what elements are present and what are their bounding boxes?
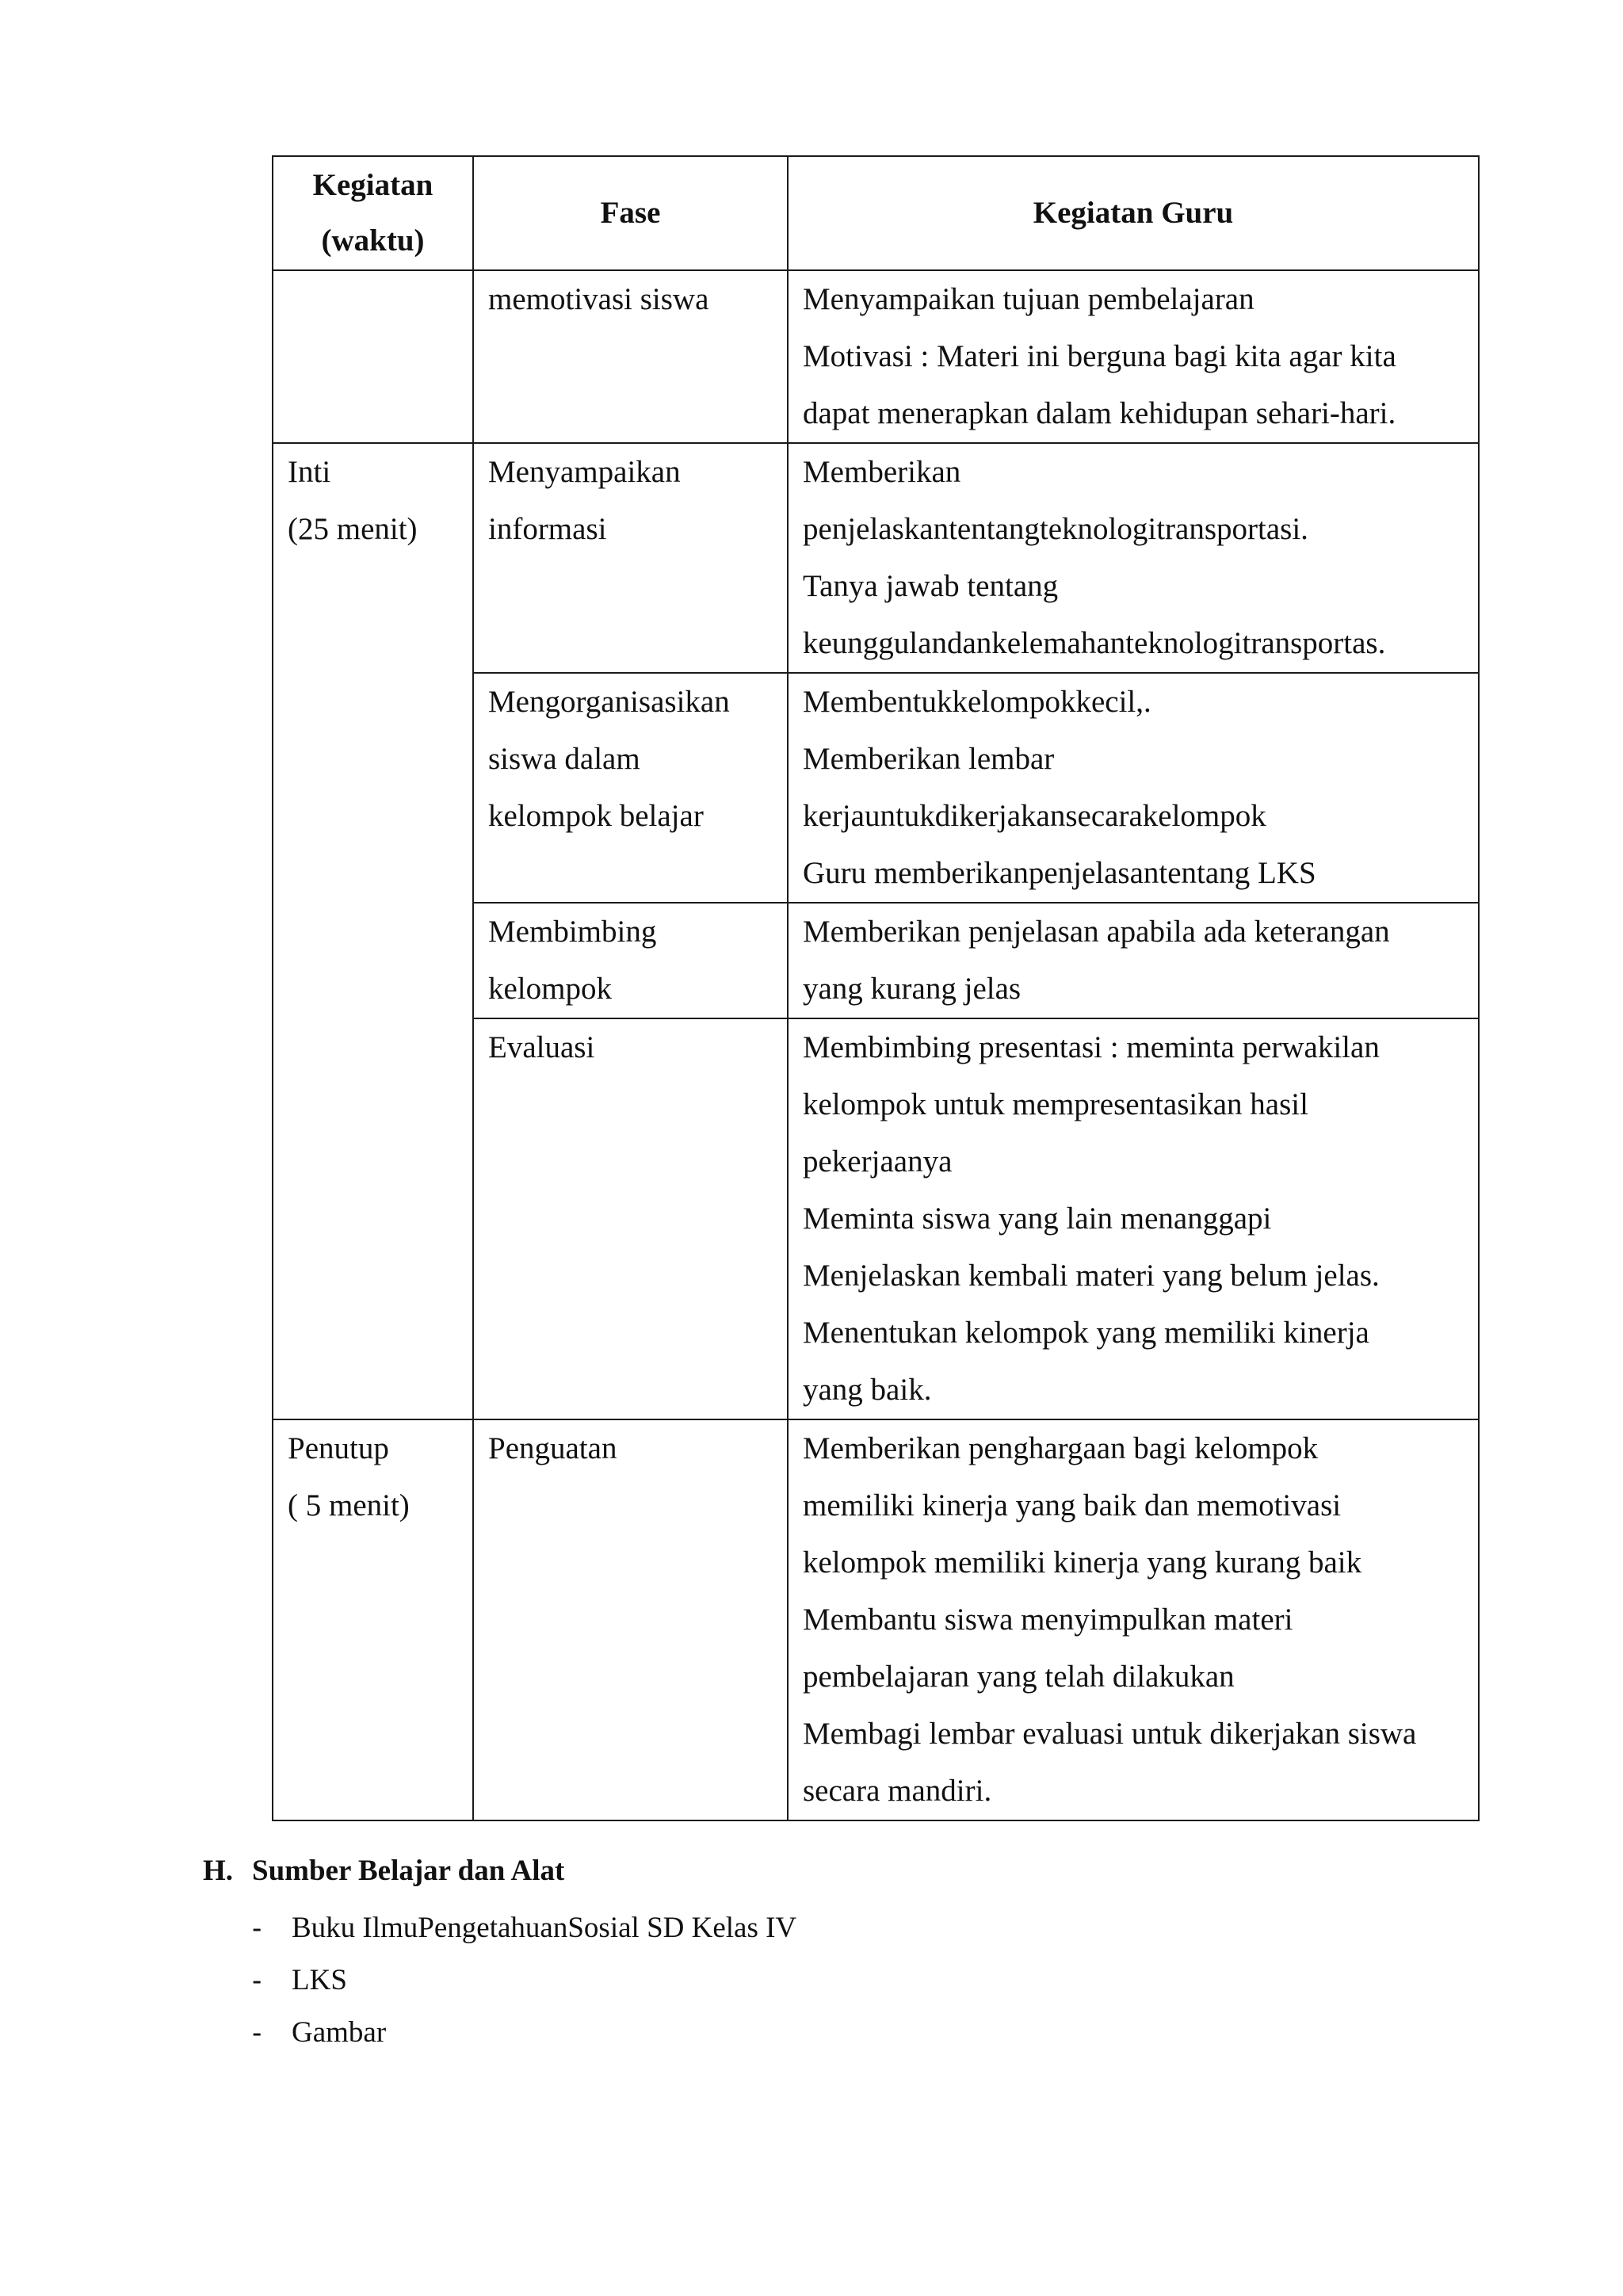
- cell-line: Memberikan lembar: [803, 742, 1055, 776]
- cell-line: yang kurang jelas: [803, 972, 1022, 1006]
- cell-fase: [473, 903, 788, 1018]
- cell-fase: [473, 673, 788, 903]
- resource-text: Gambar: [292, 2016, 387, 2049]
- cell-line: Menyampaikan tujuan pembelajaran: [803, 282, 1254, 316]
- cell-kegiatan-guru: [788, 270, 1479, 443]
- header-kegiatan-label: Kegiatan: [312, 168, 433, 202]
- cell-line: kelompok untuk mempresentasikan hasil: [803, 1087, 1308, 1121]
- table-header-row: [273, 156, 1479, 270]
- cell-line: secara mandiri.: [803, 1774, 992, 1808]
- cell-kegiatan: [273, 270, 473, 443]
- cell-fase: [473, 1018, 788, 1419]
- cell-kegiatan-guru: [788, 443, 1479, 673]
- dash-bullet: -: [252, 1912, 262, 1944]
- cell-kegiatan: [273, 1419, 473, 1820]
- list-item: [252, 2007, 796, 2059]
- cell-fase: [473, 1419, 788, 1820]
- cell-line: Guru memberikanpenjelasantentang LKS: [803, 856, 1316, 890]
- dash-bullet: -: [252, 2016, 262, 2049]
- list-item: [252, 1902, 796, 1954]
- cell-line: Membimbing presentasi : meminta perwakilan: [803, 1030, 1380, 1064]
- cell-line: kelompok belajar: [488, 799, 704, 833]
- cell-line: Membantu siswa menyimpulkan materi: [803, 1603, 1293, 1637]
- cell-line: Memberikan penghargaan bagi kelompok: [803, 1431, 1319, 1465]
- table-row: [273, 1018, 1479, 1419]
- cell-kegiatan-guru: [788, 673, 1479, 903]
- cell-kegiatan-guru: [788, 1419, 1479, 1820]
- table-row: [273, 1419, 1479, 1820]
- cell-kegiatan: [273, 903, 473, 1018]
- header-fase: Fase: [473, 156, 788, 270]
- cell-line: pekerjaanya: [803, 1144, 953, 1179]
- resource-text: LKS: [292, 1964, 347, 1996]
- cell-line: pembelajaran yang telah dilakukan: [803, 1660, 1235, 1694]
- cell-line: Evaluasi: [488, 1030, 595, 1064]
- resource-text: Buku IlmuPengetahuanSosial SD Kelas IV: [292, 1912, 797, 1944]
- cell-line: yang baik.: [803, 1373, 932, 1407]
- cell-line: ( 5 menit): [288, 1488, 410, 1522]
- cell-line: Menentukan kelompok yang memiliki kinerja: [803, 1316, 1369, 1350]
- table-row: [273, 443, 1479, 673]
- cell-line: Meminta siswa yang lain menanggapi: [803, 1201, 1272, 1236]
- cell-line: kelompok memiliki kinerja yang kurang baik: [803, 1545, 1362, 1580]
- cell-line: (25 menit): [288, 512, 418, 546]
- cell-line: Menyampaikan: [488, 455, 681, 489]
- cell-line: Mengorganisasikan: [488, 685, 730, 719]
- cell-line: Membimbing: [488, 915, 657, 949]
- cell-line: kelompok: [488, 972, 612, 1006]
- table-row: [273, 673, 1479, 903]
- header-kegiatan-guru: Kegiatan Guru: [788, 156, 1479, 270]
- cell-line: Membentukkelompokkecil,.: [803, 685, 1151, 719]
- cell-kegiatan: [273, 673, 473, 903]
- cell-line: kerjauntukdikerjakansecarakelompok: [803, 799, 1266, 833]
- cell-line: siswa dalam: [488, 742, 640, 776]
- cell-line: informasi: [488, 512, 607, 546]
- cell-line: Motivasi : Materi ini berguna bagi kita agar kita: [803, 339, 1396, 373]
- cell-fase: [473, 270, 788, 443]
- list-item: [252, 1954, 796, 2007]
- learning-resources-list: [252, 1902, 796, 2059]
- header-kegiatan-waktu: [273, 156, 473, 270]
- cell-kegiatan: [273, 443, 473, 673]
- cell-line: Membagi lembar evaluasi untuk dikerjakan siswa: [803, 1717, 1417, 1751]
- table-row: [273, 270, 1479, 443]
- cell-line: dapat menerapkan dalam kehidupan sehari-hari.: [803, 396, 1396, 430]
- cell-kegiatan: [273, 1018, 473, 1419]
- cell-line: penjelaskantentangteknologitransportasi.: [803, 512, 1308, 546]
- dash-bullet: -: [252, 1964, 262, 1996]
- table-body: [273, 270, 1479, 1820]
- cell-line: memotivasi siswa: [488, 282, 709, 316]
- table-row: [273, 903, 1479, 1018]
- cell-kegiatan-guru: [788, 1018, 1479, 1419]
- cell-line: Penguatan: [488, 1431, 617, 1465]
- cell-line: keunggulandankelemahanteknologitransportas.: [803, 626, 1386, 660]
- cell-line: Menjelaskan kembali materi yang belum jelas.: [803, 1259, 1380, 1293]
- cell-fase: [473, 443, 788, 673]
- cell-line: Inti: [288, 455, 331, 489]
- cell-kegiatan-guru: [788, 903, 1479, 1018]
- section-h-heading: [203, 1852, 564, 1890]
- cell-line: Memberikan penjelasan apabila ada keterangan: [803, 915, 1390, 949]
- cell-line: Tanya jawab tentang: [803, 569, 1059, 603]
- header-waktu-label: (waktu): [321, 223, 425, 258]
- lesson-activity-table: [272, 155, 1480, 1821]
- section-letter: H.: [203, 1855, 234, 1887]
- cell-line: Penutup: [288, 1431, 389, 1465]
- cell-line: memiliki kinerja yang baik dan memotivasi: [803, 1488, 1342, 1522]
- cell-line: Memberikan: [803, 455, 961, 489]
- section-title: Sumber Belajar dan Alat: [252, 1855, 565, 1887]
